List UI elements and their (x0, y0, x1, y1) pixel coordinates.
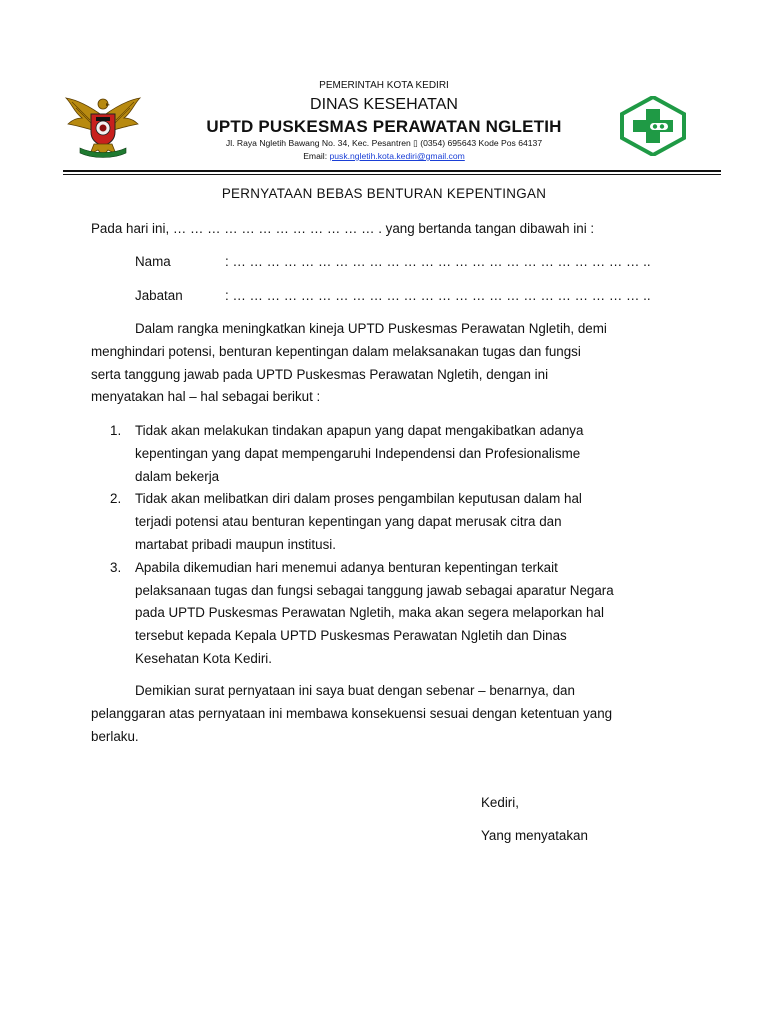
field-label-jabatan: Jabatan (135, 288, 183, 303)
field-value-nama: : … … … … … … … … … … … … … … … … … … … … … … … … .. (225, 254, 651, 269)
list-item-line: Tidak akan melakukan tindakan apapun yang dapat mengakibatkan adanya (135, 423, 584, 438)
list-item (110, 420, 690, 488)
list-item-line: martabat pribadi maupun institusi. (135, 536, 336, 552)
signature-place: Kediri, (481, 795, 519, 810)
agency-name: DINAS KESEHATAN (310, 96, 458, 113)
field-value-jabatan: : … … … … … … … … … … … … … … … … … … … … … … … … .. (225, 288, 651, 303)
body-paragraph (91, 318, 691, 409)
document-title: PERNYATAAN BEBAS BENTURAN KEPENTINGAN (221, 186, 547, 201)
list-item-line: tersebut kepada Kepala UPTD Puskesmas Perawatan Ngletih dan Dinas (135, 628, 567, 644)
body-line: serta tanggung jawab pada UPTD Puskesmas Perawatan Ngletih, dengan ini (91, 366, 549, 382)
closing-line: pelanggaran atas pernyataan ini membawa konsekuensi sesuai dengan ketentuan yang (91, 705, 613, 721)
closing-paragraph (91, 680, 691, 748)
intro-line: Pada hari ini, … … … … … … … … … … … … . yang bertanda tangan dibawah ini : (91, 221, 595, 236)
email-line (0, 151, 768, 161)
closing-line: Demikian surat pernyataan ini saya buat dengan sebenar – benarnya, dan (135, 683, 575, 698)
list-item-line: terjadi potensi atau benturan kepentingan yang dapat merusak citra dan (135, 514, 562, 530)
list-item (110, 557, 690, 671)
signature-role: Yang menyatakan (481, 828, 588, 843)
list-item-line: Tidak akan melibatkan diri dalam proses pengambilan keputusan dalam hal (135, 491, 582, 507)
body-line: menyatakan hal – hal sebagai berikut : (91, 389, 321, 405)
list-item-number: 1. (110, 423, 122, 438)
body-line: Dalam rangka meningkatkan kineja UPTD Puskesmas Perawatan Ngletih, demi (135, 321, 607, 336)
list-item-line: Apabila dikemudian hari menemui adanya benturan kepentingan terkait (135, 559, 558, 575)
list-item (110, 488, 690, 556)
government-name: PEMERINTAH KOTA KEDIRI (319, 80, 449, 91)
list-item-line: pelaksanaan tugas dan fungsi sebagai tanggung jawab sebagai aparatur Negara (135, 582, 614, 598)
unit-name: UPTD PUSKESMAS PERAWATAN NGLETIH (206, 117, 562, 136)
closing-line: berlaku. (91, 728, 139, 744)
statement-list (110, 420, 690, 671)
header-divider-thin (63, 174, 721, 175)
address-line: Jl. Raya Ngletih Bawang No. 34, Kec. Pesantren ▯ (0354) 695643 Kode Pos 64137 (225, 138, 543, 148)
email-label: Email: (303, 151, 328, 161)
list-item-line: dalam bekerja (135, 468, 220, 484)
email-link[interactable]: pusk.ngletih.kota.kediri@gmail.com (329, 151, 465, 161)
body-line: menghindari potensi, benturan kepentingan dalam melaksanakan tugas dan fungsi (91, 343, 581, 359)
list-item-number: 3. (110, 559, 122, 575)
header-divider-thick (63, 170, 721, 172)
list-item-number: 2. (110, 491, 122, 507)
field-label-nama: Nama (135, 254, 171, 269)
list-item-line: Kesehatan Kota Kediri. (135, 650, 272, 666)
list-item-line: kepentingan yang dapat mempengaruhi Independensi dan Profesionalisme (135, 445, 581, 461)
list-item-line: pada UPTD Puskesmas Perawatan Ngletih, maka akan segera melaporkan hal (135, 605, 604, 621)
